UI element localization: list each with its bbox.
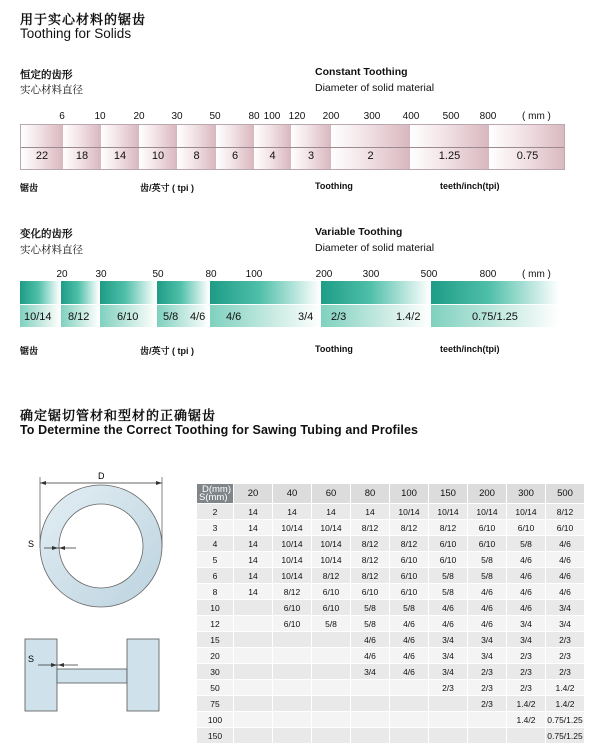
title-cn: 用于实心材料的锯齿 bbox=[20, 12, 147, 27]
table-cell: 8/12 bbox=[351, 568, 390, 584]
table-cell: 2/3 bbox=[546, 632, 585, 648]
table-cell: 2/3 bbox=[429, 680, 468, 696]
table-cell: 3/4 bbox=[429, 632, 468, 648]
table-row bbox=[197, 552, 585, 568]
table-cell: 4/6 bbox=[507, 584, 546, 600]
scale-unit: ( mm ) bbox=[522, 269, 551, 280]
table-cell: 6/10 bbox=[312, 584, 351, 600]
table-cell: 4/6 bbox=[351, 632, 390, 648]
table-cell: 1.4/2 bbox=[507, 696, 546, 712]
table-cell: 4/6 bbox=[390, 632, 429, 648]
table-cell bbox=[273, 728, 312, 744]
table-cell: 4/6 bbox=[468, 584, 507, 600]
table-cell: 8/12 bbox=[351, 520, 390, 536]
row-header: 5 bbox=[197, 552, 234, 568]
table-row bbox=[197, 680, 585, 696]
table-cell: 10/14 bbox=[429, 504, 468, 520]
table-cell: 6/10 bbox=[273, 616, 312, 632]
table-cell: 4/6 bbox=[468, 600, 507, 616]
table-cell: 5/8 bbox=[351, 616, 390, 632]
table-cell: 14 bbox=[273, 504, 312, 520]
table-cell: 2/3 bbox=[507, 664, 546, 680]
tooth-value: 10/14 bbox=[24, 311, 52, 323]
tooth-value: 6 bbox=[231, 150, 239, 162]
table-cell: 8/12 bbox=[546, 504, 585, 520]
table-cell bbox=[351, 712, 390, 728]
table-cell bbox=[429, 712, 468, 728]
table-cell: 8/12 bbox=[351, 552, 390, 568]
table-cell: 5/8 bbox=[429, 568, 468, 584]
scale-unit: ( mm ) bbox=[522, 111, 551, 122]
tooth-value: 22 bbox=[35, 150, 49, 162]
scale-tick: 80 bbox=[205, 269, 217, 280]
table-cell: 5/8 bbox=[507, 536, 546, 552]
column-header: 40 bbox=[273, 484, 312, 504]
tooth-value: 8 bbox=[193, 150, 200, 162]
scale-tick: 30 bbox=[171, 111, 183, 122]
scale-tick: 200 bbox=[315, 269, 333, 280]
scale-tick: 50 bbox=[152, 269, 164, 280]
tooth-value: 4/6 bbox=[226, 311, 242, 323]
table-cell bbox=[312, 632, 351, 648]
row-header: 20 bbox=[197, 648, 234, 664]
table-cell: 4/6 bbox=[351, 648, 390, 664]
table-row bbox=[197, 664, 585, 680]
table-cell: 10/14 bbox=[312, 536, 351, 552]
scale-tick: 200 bbox=[322, 111, 340, 122]
table-cell: 5/8 bbox=[468, 568, 507, 584]
scale-tick: 100 bbox=[263, 111, 281, 122]
tooth-value: 5/8 bbox=[163, 311, 179, 323]
table-cell bbox=[273, 712, 312, 728]
table-cell: 4/6 bbox=[546, 552, 585, 568]
table-cell: 5/8 bbox=[351, 600, 390, 616]
table-cell: 3/4 bbox=[546, 616, 585, 632]
tooth-value: 6/10 bbox=[117, 311, 139, 323]
tooth-value: 2/3 bbox=[331, 311, 347, 323]
table-cell: 14 bbox=[312, 504, 351, 520]
table-cell: 2/3 bbox=[468, 680, 507, 696]
table-cell bbox=[429, 696, 468, 712]
table-row bbox=[197, 536, 585, 552]
profile-web bbox=[57, 669, 127, 683]
tooth-value: 3/4 bbox=[298, 311, 314, 323]
row-header: 50 bbox=[197, 680, 234, 696]
table-cell: 3/4 bbox=[507, 632, 546, 648]
table-cell: 14 bbox=[234, 552, 273, 568]
table-row bbox=[197, 520, 585, 536]
table-cell bbox=[312, 696, 351, 712]
constant-foot-cn1: 锯齿 bbox=[20, 183, 39, 193]
table-cell: 5/8 bbox=[468, 552, 507, 568]
tooth-value: 4/6 bbox=[190, 311, 206, 323]
tooth-value: 14 bbox=[113, 150, 127, 162]
table-cell: 2/3 bbox=[468, 696, 507, 712]
row-header: 10 bbox=[197, 600, 234, 616]
scale-tick: 500 bbox=[420, 269, 438, 280]
column-header: 200 bbox=[468, 484, 507, 504]
table-cell: 3/4 bbox=[468, 648, 507, 664]
table-cell: 4/6 bbox=[429, 600, 468, 616]
table-cell bbox=[429, 728, 468, 744]
row-header: 100 bbox=[197, 712, 234, 728]
scale-tick: 800 bbox=[479, 111, 497, 122]
tooth-value: 0.75/1.25 bbox=[472, 311, 518, 323]
scale-tick: 100 bbox=[245, 269, 263, 280]
profile-diagram bbox=[18, 468, 178, 718]
corner-s: S(mm) bbox=[199, 491, 228, 503]
table-cell: 3/4 bbox=[429, 648, 468, 664]
table-cell bbox=[234, 648, 273, 664]
table-cell: 2/3 bbox=[468, 664, 507, 680]
table-cell bbox=[390, 680, 429, 696]
table-cell: 1.4/2 bbox=[546, 680, 585, 696]
row-header: 75 bbox=[197, 696, 234, 712]
diagram-s-label: S bbox=[28, 539, 35, 549]
table-cell bbox=[234, 632, 273, 648]
table-cell bbox=[273, 632, 312, 648]
tooth-value: 4 bbox=[269, 150, 276, 162]
table-cell: 2/3 bbox=[507, 648, 546, 664]
table-row bbox=[197, 648, 585, 664]
table-cell: 3/4 bbox=[351, 664, 390, 680]
constant-label-cn: 恒定的齿形 bbox=[20, 69, 73, 81]
table-cell bbox=[351, 680, 390, 696]
table-row bbox=[197, 504, 585, 520]
table-cell: 8/12 bbox=[390, 536, 429, 552]
table-cell bbox=[234, 680, 273, 696]
table-cell bbox=[312, 680, 351, 696]
profile-right-flange bbox=[127, 639, 159, 711]
table-cell: 6/10 bbox=[507, 520, 546, 536]
constant-label-en: Constant Toothing bbox=[315, 66, 408, 78]
table-cell: 4/6 bbox=[546, 536, 585, 552]
table-cell: 10/14 bbox=[273, 536, 312, 552]
column-header: 60 bbox=[312, 484, 351, 504]
table-cell bbox=[390, 696, 429, 712]
row-header: 12 bbox=[197, 616, 234, 632]
table-cell: 10/14 bbox=[390, 504, 429, 520]
table-cell bbox=[234, 664, 273, 680]
constant-foot-cn2: 齿/英寸 ( tpi ) bbox=[140, 183, 194, 193]
table-cell: 10/14 bbox=[273, 552, 312, 568]
table-cell: 6/10 bbox=[468, 536, 507, 552]
table-cell bbox=[312, 664, 351, 680]
table-cell bbox=[273, 664, 312, 680]
row-header: 8 bbox=[197, 584, 234, 600]
table-row bbox=[197, 616, 585, 632]
scale-tick: 120 bbox=[288, 111, 306, 122]
table-cell bbox=[234, 712, 273, 728]
table-cell: 14 bbox=[351, 504, 390, 520]
table-cell: 2/3 bbox=[507, 680, 546, 696]
table-cell bbox=[234, 600, 273, 616]
table-row bbox=[197, 696, 585, 712]
tooth-value: 0.75 bbox=[516, 150, 539, 162]
table-cell: 4/6 bbox=[390, 648, 429, 664]
table-row bbox=[197, 568, 585, 584]
column-header: 80 bbox=[351, 484, 390, 504]
table-cell bbox=[312, 648, 351, 664]
table-cell: 10/14 bbox=[507, 504, 546, 520]
column-header: 20 bbox=[234, 484, 273, 504]
title-en: Toothing for Solids bbox=[20, 26, 132, 41]
scale-tick: 300 bbox=[363, 111, 381, 122]
table-cell: 6/10 bbox=[351, 584, 390, 600]
profile-left-flange bbox=[25, 639, 57, 711]
table-cell: 10/14 bbox=[312, 520, 351, 536]
variable-sub-cn: 实心材料直径 bbox=[20, 244, 83, 256]
table-cell bbox=[273, 696, 312, 712]
row-header: 30 bbox=[197, 664, 234, 680]
row-header: 150 bbox=[197, 728, 234, 744]
table-cell: 14 bbox=[234, 584, 273, 600]
scale-tick: 10 bbox=[94, 111, 106, 122]
variable-foot-cn2: 齿/英寸 ( tpi ) bbox=[140, 346, 194, 356]
table-cell: 4/6 bbox=[390, 664, 429, 680]
table-cell: 8/12 bbox=[390, 520, 429, 536]
table-cell bbox=[234, 696, 273, 712]
tooth-value: 1.4/2 bbox=[396, 311, 421, 323]
table-cell: 2/3 bbox=[546, 664, 585, 680]
table-cell bbox=[468, 728, 507, 744]
table-row bbox=[197, 632, 585, 648]
table-cell: 8/12 bbox=[429, 520, 468, 536]
table-cell bbox=[234, 728, 273, 744]
column-header: 100 bbox=[390, 484, 429, 504]
table-cell bbox=[312, 728, 351, 744]
table-cell: 14 bbox=[234, 520, 273, 536]
table-cell bbox=[351, 696, 390, 712]
row-header: 3 bbox=[197, 520, 234, 536]
scale-tick: 50 bbox=[209, 111, 221, 122]
table-cell: 8/12 bbox=[312, 568, 351, 584]
bar-divider bbox=[21, 147, 564, 148]
scale-tick: 80 bbox=[248, 111, 260, 122]
row-header: 4 bbox=[197, 536, 234, 552]
table-cell bbox=[507, 728, 546, 744]
table-cell bbox=[312, 712, 351, 728]
scale-tick: 300 bbox=[362, 269, 380, 280]
variable-label-en: Variable Toothing bbox=[315, 226, 403, 238]
corner-d: D(mm) bbox=[201, 483, 231, 495]
table-cell: 6/10 bbox=[468, 520, 507, 536]
scale-tick: 800 bbox=[479, 269, 497, 280]
scale-tick: 20 bbox=[133, 111, 145, 122]
tube-inner bbox=[59, 504, 143, 588]
table-cell: 2/3 bbox=[546, 648, 585, 664]
table-cell: 4/6 bbox=[390, 616, 429, 632]
table-row bbox=[197, 728, 585, 744]
variable-foot-cn1: 锯齿 bbox=[20, 346, 39, 356]
table-cell: 6/10 bbox=[429, 552, 468, 568]
section2-title-en: To Determine the Correct Toothing for Sawing Tubing and Profiles bbox=[20, 423, 419, 437]
table-cell bbox=[390, 712, 429, 728]
tooth-value: 10 bbox=[151, 150, 165, 162]
tooth-value: 1.25 bbox=[438, 150, 461, 162]
scale-tick: 20 bbox=[56, 269, 68, 280]
table-cell: 1.4/2 bbox=[546, 696, 585, 712]
row-header: 6 bbox=[197, 568, 234, 584]
variable-sub-en: Diameter of solid material bbox=[315, 242, 435, 254]
table-cell: 4/6 bbox=[546, 568, 585, 584]
table-cell: 5/8 bbox=[312, 616, 351, 632]
scale-tick: 500 bbox=[442, 111, 460, 122]
table-cell: 5/8 bbox=[429, 584, 468, 600]
variable-foot-en1: Toothing bbox=[315, 344, 353, 354]
scale-tick: 400 bbox=[402, 111, 420, 122]
table-cell: 4/6 bbox=[507, 568, 546, 584]
row-header: 2 bbox=[197, 504, 234, 520]
tooth-value: 8/12 bbox=[68, 311, 90, 323]
table-cell: 6/10 bbox=[390, 568, 429, 584]
diagram-s2-label: S bbox=[28, 654, 35, 664]
table-cell: 3/4 bbox=[507, 616, 546, 632]
column-header: 300 bbox=[507, 484, 546, 504]
table-cell: 4/6 bbox=[546, 584, 585, 600]
tooth-value: 3 bbox=[307, 150, 315, 162]
table-cell: 0.75/1.25 bbox=[546, 712, 585, 728]
table-cell: 3/4 bbox=[468, 632, 507, 648]
table-cell: 0.75/1.25 bbox=[546, 728, 585, 744]
table-cell: 4/6 bbox=[507, 600, 546, 616]
table-cell: 10/14 bbox=[312, 552, 351, 568]
table-cell bbox=[273, 648, 312, 664]
row-header: 15 bbox=[197, 632, 234, 648]
table-cell: 4/6 bbox=[468, 616, 507, 632]
table-row bbox=[197, 712, 585, 728]
table-cell: 8/12 bbox=[273, 584, 312, 600]
table-cell: 14 bbox=[234, 536, 273, 552]
table-cell: 10/14 bbox=[468, 504, 507, 520]
table-cell: 10/14 bbox=[273, 568, 312, 584]
column-header: 500 bbox=[546, 484, 585, 504]
table-cell: 10/14 bbox=[273, 520, 312, 536]
variable-foot-en2: teeth/inch(tpi) bbox=[440, 344, 500, 354]
table-cell: 4/6 bbox=[507, 552, 546, 568]
constant-sub-cn: 实心材料直径 bbox=[20, 84, 83, 96]
table-corner bbox=[197, 484, 234, 504]
table-cell: 6/10 bbox=[312, 600, 351, 616]
table-cell bbox=[273, 680, 312, 696]
table-cell: 6/10 bbox=[546, 520, 585, 536]
table-cell: 4/6 bbox=[429, 616, 468, 632]
table-cell bbox=[234, 616, 273, 632]
column-header: 150 bbox=[429, 484, 468, 504]
table-cell: 3/4 bbox=[546, 600, 585, 616]
table-row bbox=[197, 600, 585, 616]
table-cell: 8/12 bbox=[351, 536, 390, 552]
constant-sub-en: Diameter of solid material bbox=[315, 82, 435, 94]
table-cell bbox=[390, 728, 429, 744]
table-cell: 1.4/2 bbox=[507, 712, 546, 728]
table-cell: 6/10 bbox=[390, 584, 429, 600]
toothing-table bbox=[196, 483, 585, 744]
tooth-value: 18 bbox=[75, 150, 89, 162]
table-cell bbox=[351, 728, 390, 744]
table-cell: 6/10 bbox=[429, 536, 468, 552]
table-cell: 14 bbox=[234, 504, 273, 520]
variable-toothing-bar bbox=[20, 281, 560, 327]
constant-foot-en2: teeth/inch(tpi) bbox=[440, 181, 500, 191]
variable-label-cn: 变化的齿形 bbox=[20, 228, 73, 240]
table-cell bbox=[468, 712, 507, 728]
diagram-d-label: D bbox=[98, 471, 105, 481]
constant-foot-en1: Toothing bbox=[315, 181, 353, 191]
table-row bbox=[197, 584, 585, 600]
table-cell: 5/8 bbox=[390, 600, 429, 616]
table-cell: 6/10 bbox=[390, 552, 429, 568]
tooth-value: 2 bbox=[367, 150, 374, 162]
constant-toothing-bar bbox=[20, 124, 565, 170]
section2-title-cn: 确定锯切管材和型材的正确锯齿 bbox=[20, 408, 217, 423]
scale-tick: 30 bbox=[95, 269, 107, 280]
table-cell: 14 bbox=[234, 568, 273, 584]
table-cell: 3/4 bbox=[429, 664, 468, 680]
scale-tick: 6 bbox=[59, 111, 65, 122]
table-cell: 6/10 bbox=[273, 600, 312, 616]
